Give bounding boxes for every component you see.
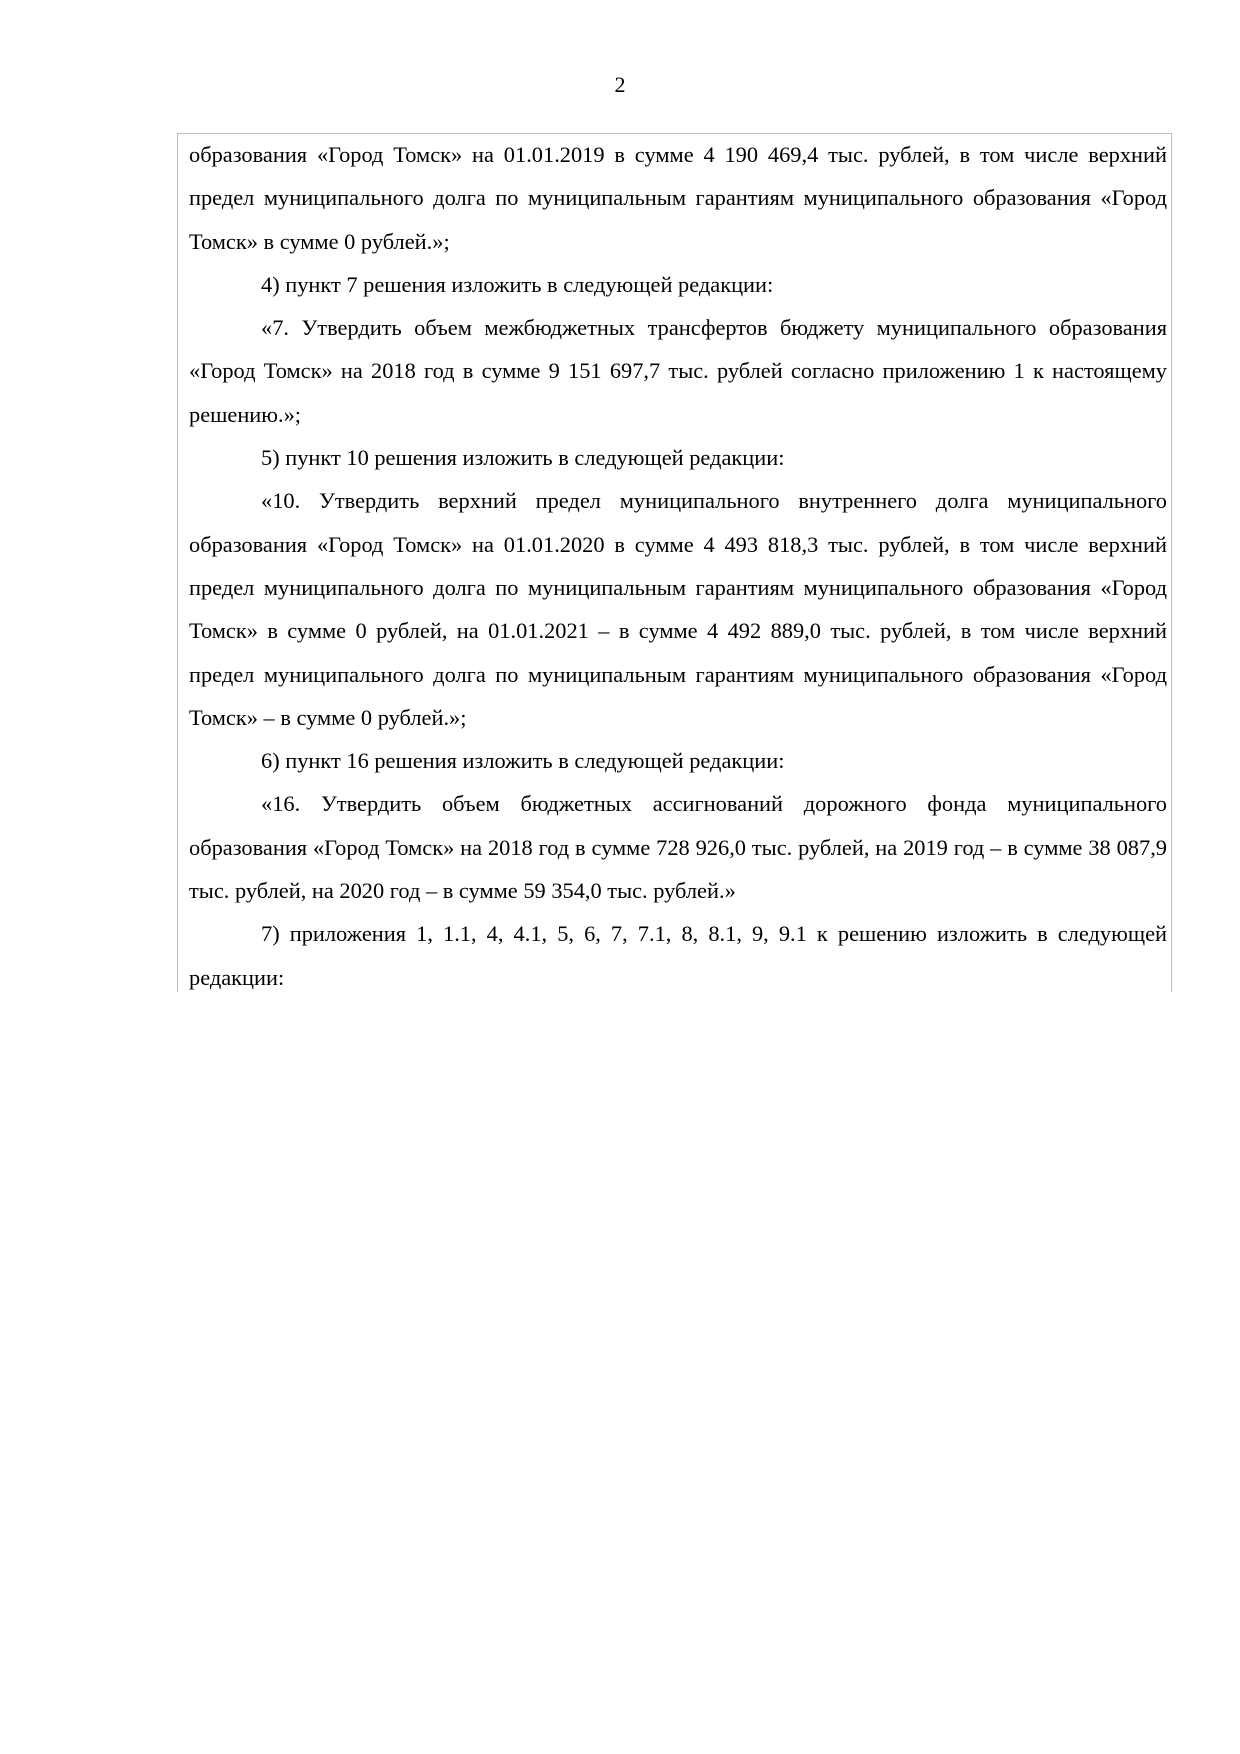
paragraph-item-4: 4) пункт 7 решения изложить в следующей редакции:	[261, 271, 774, 297]
document-body	[189, 133, 1167, 999]
paragraph-item-6: 6) пункт 16 решения изложить в следующей редакции:	[261, 748, 785, 774]
page-number: 2	[614, 72, 626, 97]
paragraph-item-10-text: «10. Утвердить верхний предел муниципального внутреннего долга муниципального образования «Город Томск» на 01.01.2020 в сумме 4 493 818,3 тыс. рублей, в том числе верхний предел муниципального долга по муниципальным гарантиям муниципального образования «Город Томск» в сумме 0 рублей, на 01.01.2021 – в сумме 4 492 889,0 тыс. рублей, в том числе верхний предел муниципального долга по муниципальным гарантиям муниципального образования «Город Томск» – в сумме 0 рублей.»;	[189, 488, 1167, 730]
paragraph-item-7-text: «7. Утвердить объем межбюджетных трансфертов бюджету муниципального образования «Город Томск» на 2018 год в сумме 9 151 697,7 тыс. рублей согласно приложению 1 к настоящему решению.»;	[189, 315, 1167, 427]
paragraph-item-16-text: «16. Утвердить объем бюджетных ассигнований дорожного фонда муниципального образования «Город Томск» на 2018 год в сумме 728 926,0 тыс. рублей, на 2019 год – в сумме 38 087,9 тыс. рублей, на 2020 год – в сумме 59 354,0 тыс. рублей.»	[189, 791, 1167, 904]
paragraph-debt-limit-2019: образования «Город Томск» на 01.01.2019 в сумме 4 190 469,4 тыс. рублей, в том числе верхний предел муниципального долга по муниципальным гарантиям муниципального образования «Город Томск» в сумме 0 рублей.»;	[189, 142, 1167, 254]
paragraph-item-5: 5) пункт 10 решения изложить в следующей редакции:	[261, 445, 785, 471]
paragraph-item-7-appendices: 7) приложения 1, 1.1, 4, 4.1, 5, 6, 7, 7.1, 8, 8.1, 9, 9.1 к решению изложить в следующей редакции:	[189, 921, 1167, 990]
